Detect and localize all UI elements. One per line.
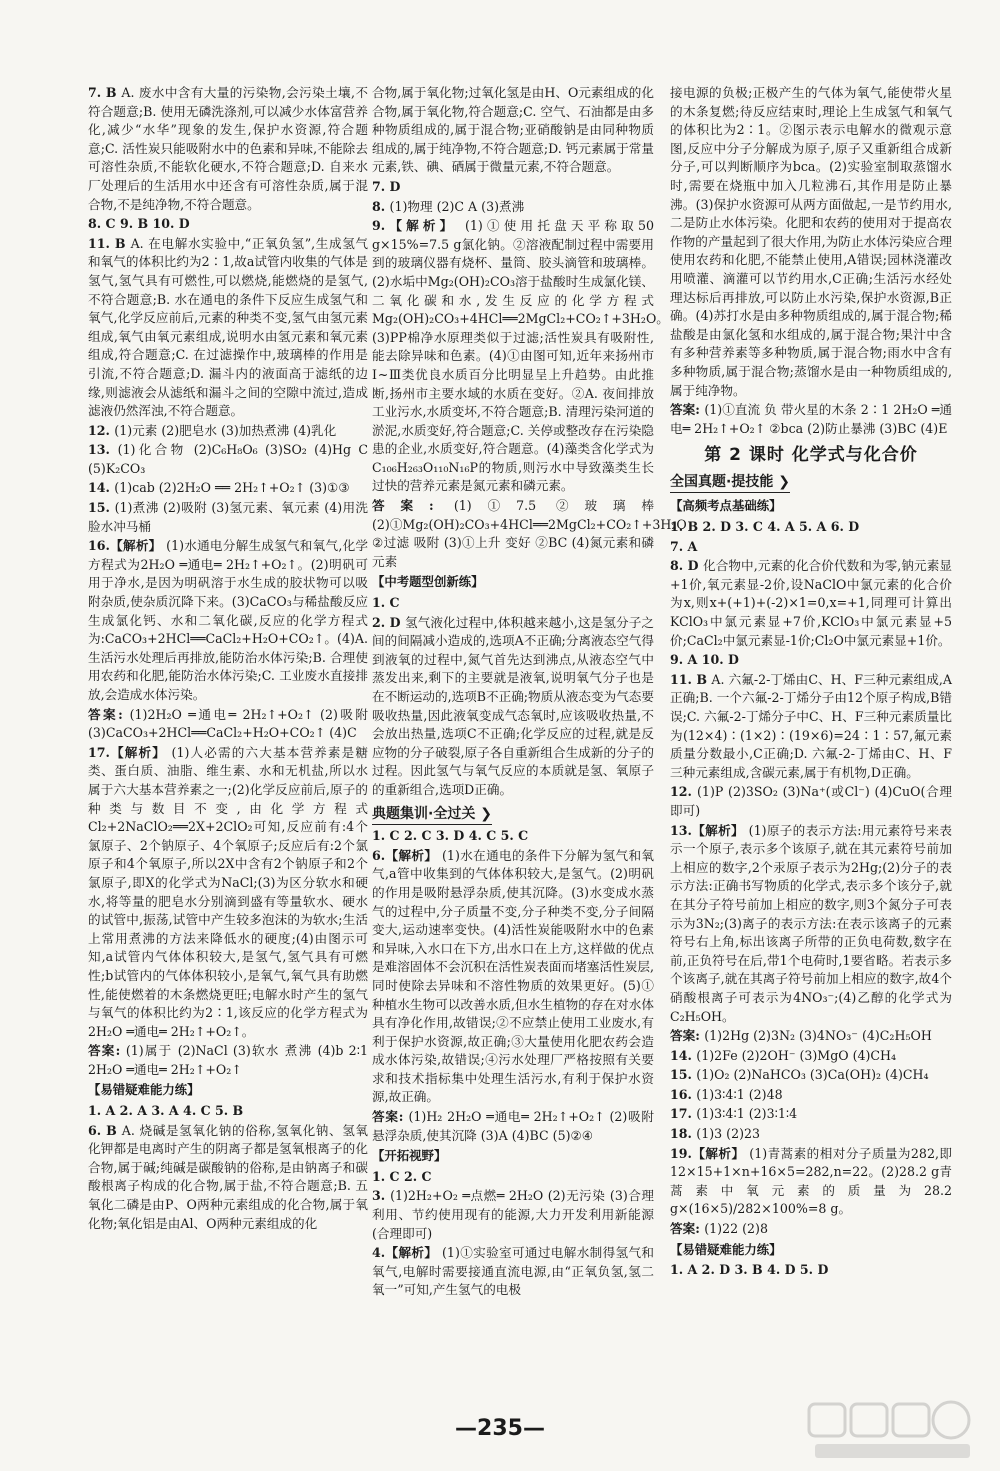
column-right [670,84,952,1281]
answer-paragraph [670,1220,952,1239]
question-number: 1. C 2. C [372,1168,432,1184]
answer-text: (1)3 (2)23 [696,1126,761,1142]
watermark-logo [805,1398,980,1463]
question-number: 6. B [88,1122,122,1138]
answer-text: 氢气液化过程中,体积越来越小,这是氢分子之间的间隔减小造成的,选项A不正确;分离液态空气得到液氧的过程中,氮气首先达到沸点,从液态空气中蒸发出来,剩下的主要就是液氧,说明氧气分子也是在不断运动的,选项B不正确;物质从液态变为气态要吸收热量,因此液氧变成气态氧时,应该吸收热量,不会放出热量,选项C不正确;化学反应的过程,就是反应物的分子破裂,原子各自重新组合生成新的分子的过程。因此氢气与氧气反应的本质就是氢、氧原子的重新组合,选项D正确。 [372,614,654,797]
answer-paragraph [372,847,654,1107]
answer-paragraph [372,178,654,197]
answer-text: (1)O₂ (2)NaHCO₃ (3)Ca(OH)₂ (4)CH₄ [696,1067,929,1083]
column-left [88,84,368,1234]
question-number: 7. D [372,178,401,194]
section-heading: 【开拓视野】 [372,1148,447,1164]
answer-paragraph [88,1102,368,1121]
question-number: 18. [670,1126,697,1142]
question-number: 8. [372,198,390,214]
question-number: 12. [670,784,698,800]
question-number: 答案: [88,706,130,722]
answer-paragraph [670,1047,952,1066]
question-number: 14. [88,480,115,496]
answer-paragraph [372,1187,654,1243]
answer-text: (1)①实验室可通过电解水制得氢气和氧气,电解时需要接通直流电源,由“正氧负氢,氢二氧一”可知,产生氢气的电极 [372,1245,654,1298]
question-number: 9.【解析】 [372,218,465,234]
answer-paragraph [88,706,368,743]
question-number: 16. [670,1086,697,1102]
answer-paragraph [372,1108,654,1145]
question-number: 13. [88,442,118,458]
section-heading: 【高频考点基础练】 [670,498,782,514]
answer-paragraph [372,1244,654,1300]
answer-paragraph [670,538,952,557]
question-number: 11. B [670,671,712,687]
question-number: 4.【解析】 [372,1245,443,1261]
answer-paragraph [670,1066,952,1085]
answer-paragraph [372,827,654,846]
question-number: 9. A 10. D [670,652,739,668]
answer-text: A. 在电解水实验中,“正氧负氢”,生成氢气和氧气的体积比约为2∶1,故a试管内收集的气体是氢气,氢气具有可燃性,可以燃烧,能燃烧的是氢气,不符合题意;B. 水在通电的条件下反应生成氢气和氧气,化学反应前后,元素的种类不变,氢气由氢元素组成,氧气由氧元素组成,说明水由氢元素和氧元素组成,符合题意;C. 在过滤操作中,玻璃棒的作用是引流,不符合题意;D. 漏斗内的液面高于滤纸的边缘,则滤液会从滤纸和漏斗之间的空隙中流过,造成滤液仍然浑浊,不符合题意。 [88,235,369,419]
question-number: 1. C 2. C 3. D 4. C 5. C [372,828,529,844]
answer-text: (1)2Fe (2)2OH⁻ (3)MgO (4)CH₄ [696,1047,897,1063]
answer-paragraph [670,557,952,650]
answer-paragraph [670,1105,952,1124]
section-heading: 【易错疑难能力练】 [670,1241,782,1257]
answer-text: (1)P (2)3SO₂ (3)Na⁺(或Cl⁻) (4)CuO(合理即可) [670,784,952,818]
answer-text: (1)cab (2)2H₂O ══ 2H₂↑+O₂↑ (3)①③ [114,480,350,496]
section-heading: 【中考题型创新练】 [372,574,484,590]
answer-paragraph [670,1261,952,1280]
question-number: 答案: [88,1043,126,1059]
answer-paragraph [372,217,669,496]
answer-text: (1)①使用托盘天平称取50 g×15%=7.5 g氯化钠。②溶液配制过程中需要用到的玻璃仪器有烧杯、量筒、胶头滴管和玻璃棒。(2)水垢中Mg₂(OH)₂CO₃溶于盐酸时生成氯化镁、二氧化碳和水,发生反应的化学方程式Mg₂(OH)₂CO₃+4HCl══2MgCl₂+CO₂↑+3H₂O。(3)PP棉净水原理类似于过滤;活性炭具有吸附性,能去除异味和色素。(4)①由图可知,近年来扬州市Ⅰ~Ⅲ类优良水质百分比明显呈上升趋势。由此推断,扬州市主要水域的水质在变好。②A. 夜间排放工业污水,水质变坏,不符合题意;B. 清理污染河道的淤泥,水质变好,符合题意;C. 关停或整改存在污染隐患的企业,水质变好,符合题意。(4)藻类含化学式为C₁₀₆H₂₆₃O₁₁₀N₁₆P的物质,则污水中导致藻类生长过快的营养元素是氮元素和磷元素。 [372,218,669,494]
block-heading: 全国真题·提技能 ❯ [670,473,790,494]
answer-paragraph [88,479,368,498]
question-number: 2. D [372,614,406,630]
answer-text: A. 六氟-2-丁烯由C、H、F三种元素组成,A正确;B. 一个六氟-2-丁烯分子由12个原子构成,B错误;C. 六氟-2-丁烯分子中C、H、F三种元素质量比为(12×4)∶(1×2)∶(19×6)=24∶1∶57,氟元素质量分数最小,C正确;D. 六氟-2-丁烯由C、H、F三种元素组成,含碳元素,属于有机物,D正确。 [670,671,952,780]
answer-paragraph [670,401,952,438]
question-number: 8. D [670,558,704,574]
answer-text: (1)人必需的六大基本营养素是糖类、蛋白质、油脂、维生素、水和无机盐,所以水属于六大基本营养素之一;(2)化学反应前后,原子的种类与数目不变,由化学方程式Cl₂+2NaClO₂══2X+2ClO₂可知,反应前有:4个氯原子、2个钠原子、4个氧原子;反应后有:2个氯原子和4个氧原子,所以2X中含有2个钠原子和2个氯原子,即X的化学式为NaCl;(3)为区分软水和硬水,将等量的肥皂水分别滴到盛有等量软水、硬水的试管中,振荡,试管中产生较多泡沫的为软水;生活上常用煮沸的方法来降低水的硬度;(4)由图示可知,a试管内气体体积较大,是氢气,氢气具有可燃性;b试管内的气体体积较小,是氧气,氧气具有助燃性,能使燃着的木条燃烧更旺;电解水时产生的氢气与氧气的体积比约为2∶1,该反应的化学方程式为2H₂O ═通电═ 2H₂↑+O₂↑。 [88,744,368,1039]
question-number: 12. [88,422,115,438]
answer-text: (1)水通电分解生成氢气和氧气,化学方程式为2H₂O ═通电═ 2H₂↑+O₂↑。(2)明矾可用于净水,是因为明矾溶于水生成的胶状物可以吸附杂质,使杂质沉降下来。(3)CaCO₃与稀盐酸反应生成氯化钙、水和二氧化碳,反应的化学方程式为:CaCO₃+2HCl══CaCl₂+H₂O+CO₂↑。(4)A. 生活污水处理后再排放,能防治水体污染;B. 合理使用农药和化肥,能防治水体污染;C. 工业废水直接排放,会造成水体污染。 [88,538,369,702]
answer-text: (1)2H₂+O₂ ═点燃═ 2H₂O (2)无污染 (3)合理利用、节约使用现有的能源,大力开发利用新能源(合理即可) [372,1188,654,1241]
answer-paragraph [88,499,368,536]
answer-text: 合物,属于氧化物;过氧化氢是由H、O元素组成的化合物,属于氧化物,符合题意;C. 空气、石油都是由多种物质组成的,属于混合物;亚硝酸钠是由同种物质组成的,属于纯净物,不符合题意;D. 钙元素属于常量元素,铁、碘、硒属于微量元素,不符合题意。 [372,85,654,175]
answer-paragraph [670,1145,952,1219]
answer-text: (1)青蒿素的相对分子质量为282,即12×15+1×n+16×5=282,n=22。(2)28.2 g青蒿素中氧元素的质量为28.2 g×(16×5)/282×100%=8 g。 [670,1145,952,1217]
question-number: 答案: [670,402,705,418]
answer-paragraph [372,594,654,613]
answer-text: (1)22 (2)8 [704,1221,768,1237]
answer-text: (1)化合物 (2)C₆H₈O₆ (3)SO₂ (4)Hg C (5)K₂CO₃ [88,442,369,476]
question-number: 7. A [670,538,698,554]
answer-paragraph [88,84,368,214]
question-number: 3. [372,1188,391,1204]
answer-paragraph [372,614,654,800]
answer-paragraph [670,1086,952,1105]
question-number: 15. [670,1067,697,1083]
answer-text: (1)2H₂O ═通电═ 2H₂↑+O₂↑ (2)吸附 (3)CaCO₃+2HCl══CaCl₂+H₂O+CO₂↑ (4)C [88,706,368,741]
answer-paragraph [670,783,952,820]
answer-text: 接电源的负极;正极产生的气体为氧气,能使带火星的木条复燃;待反应结束时,理论上生成氢气和氧气的体积比为2∶1。②图示表示电解水的微观示意图,反应中分子分解成为原子,原子又重新组合成新分子,可以判断顺序为bca。(2)实验室制取蒸馏水时,需要在烧瓶中加入几粒沸石,其作用是防止暴沸。(3)保护水资源可从两方面做起,一是节约用水,二是防止水体污染。化肥和农药的使用对于提高农作物的产量起到了很大作用,为防止水体污染应合理使用农药和化肥,不能禁止使用,A错误;园林浇灌改用喷灌、滴灌可以节约用水,C正确;生活污水经处理达标后再排放,可以防止水污染,保护水资源,B正确。(4)苏打水是由多种物质组成的,属于混合物;稀盐酸是由氯化氢和水组成的,属于混合物;果汁中含有多种营养素等多种物质,属于混合物;雨水中含有多种物质,属于混合物;蒸馏水是由一种物质组成的,属于纯净物。 [670,85,952,398]
question-number: 答案: [670,1221,705,1237]
answer-text: (1)元素 (2)肥皂水 (3)加热煮沸 (4)乳化 [114,422,337,438]
answer-paragraph [88,1042,368,1079]
answer-paragraph [372,198,654,217]
question-number: 答案: [670,1028,705,1044]
answer-paragraph [372,1168,654,1187]
question-number: 19.【解析】 [670,1145,750,1161]
answer-text: (1)①7.5 ②玻璃棒 (2)①Mg₂(OH)₂CO₃+4HCl══2MgCl₂+CO₂↑+3H₂O ②过滤 吸附 (3)①上升 变好 ②BC (4)氮元素和磷元素 [372,498,687,569]
answer-paragraph [670,84,952,400]
answer-paragraph [88,235,368,421]
answer-paragraph [88,441,368,478]
answer-text: (1)①直流 负 带火星的木条 2∶1 2H₂O ═通电═ 2H₂↑+O₂↑ ②bca (2)防止暴沸 (3)BC (4)E [670,402,952,436]
answer-text: (1)水在通电的条件下分解为氢气和氧气,a管中收集到的气体体积较大,是氢气。(2)明矾的作用是吸附悬浮杂质,使其沉降。(3)水变成水蒸气的过程中,分子质量不变,分子种类不变,分子间隔变大,运动速率变快。(4)活性炭能吸附水中的色素和异味,入水口在下方,出水口在上方,这样做的优点是难溶固体不会沉积在活性炭表面而堵塞活性炭层,同时使除去异味和不溶性物质的效果更好。(5)①种植水生物可以改善水质,但水生植物的存在对水体具有净化作用,故错误;②不应禁止使用工业废水,有利于保护水资源,故正确;③大量使用化肥农药会造成水体污染,故错误;④污水处理厂严格按照有关要求和技术指标集中处理生活污水,有利于保护水资源,故正确。 [372,847,654,1105]
question-number: 14. [670,1047,697,1063]
answer-paragraph [88,1122,368,1234]
question-number: 13.【解析】 [670,822,749,838]
answer-paragraph [88,744,368,1042]
answer-text: A. 废水中含有大量的污染物,会污染土壤,不符合题意;B. 使用无磷洗涤剂,可以减少水体富营养化,减少“水华”现象的发生,保护水资源,符合题意;C. 活性炭只能吸附水中的色素和异味,不能除去可溶性杂质,不能软化硬水,不符合题意;D. 自来水厂处理后的生活用水中还含有可溶性杂质,属于混合物,不是纯净物,不符合题意。 [88,85,369,212]
answer-text: (1)3∶4∶1 (2)48 [696,1086,783,1102]
section-heading: 【易错疑难能力练】 [88,1082,200,1098]
question-number: 6.【解析】 [372,847,443,863]
answer-paragraph [670,671,952,783]
answer-text: (1)2Hg (2)3N₂ (3)4NO₃⁻ (4)C₂H₅OH [704,1028,932,1044]
question-number: 17. [670,1106,697,1122]
question-number: 答案: [372,1109,409,1125]
answer-text: 化合物中,元素的化合价代数和为零,钠元素显+1价,氧元素显-2价,设NaClO中氯元素的化合价为x,则x+(+1)+(-2)×1=0,x=+1,同理可计算出KClO₃中氯元素显+7价,KClO₃中氯元素显+5价;CaCl₂中氯元素显-1价;Cl₂O中氯元素显+1价。 [670,558,952,648]
answer-text: A. 烧碱是氢氧化钠的俗称,氢氧化钠、氢氧化钾都是电离时产生的阴离子都是氢氧根离子的化合物,属于碱;纯碱是碳酸钠的俗称,是由钠离子和碳酸根离子构成的化合物,属于盐,不符合题意;B. 五氧化二磷是由P、O两种元素组成的化合物,属于氧化物;氧化铝是由Al、O两种元素组成的化 [88,1122,369,1231]
answer-paragraph [670,1125,952,1144]
answer-paragraph [670,651,952,670]
question-number: 1. A 2. D 3. B 4. D 5. D [670,1262,829,1278]
answer-text: (1)3∶4∶1 (2)3∶1∶4 [696,1106,798,1122]
answer-text: (1)原子的表示方法:用元素符号来表示一个原子,表示多个该原子,就在其元素符号前加上相应的数字,2个汞原子表示为2Hg;(2)分子的表示方法:正确书写物质的化学式,表示多个该分子,就在其分子符号前加上相应的数字,则3个氮分子可表示为3N₂;(3)离子的表示方法:在表示该离子的元素符号右上角,标出该离子所带的正负电荷数,数字在前,正负符号在后,带1个电荷时,1要省略。若表示多个该离子,就在其离子符号前加上相应的数字,故4个硝酸根离子可表示为4NO₃⁻;(4)乙醇的化学式为C₂H₅OH。 [670,822,952,1024]
question-number: 1. A 2. A 3. A 4. C 5. B [88,1103,244,1119]
answer-text: (1)煮沸 (2)吸附 (3)氢元素、氧元素 (4)用洗脸水冲马桶 [88,500,368,534]
page-number: —235— [455,1416,545,1441]
answer-paragraph [88,422,368,441]
answer-text: (1)物理 (2)C A (3)煮沸 [389,198,525,214]
answer-text: (1)H₂ 2H₂O ═通电═ 2H₂↑+O₂↑ (2)吸附悬浮杂质,使其沉降 (3)A (4)BC (5)②④ [372,1109,654,1143]
answer-paragraph [670,822,952,1027]
answer-text: (1)属于 (2)NaCl (3)软水 煮沸 (4)b 2∶1 2H₂O ═通电═ 2H₂↑+O₂↑ [88,1043,368,1077]
question-number: 11. B [88,235,131,251]
lesson-title: 第 2 课时 化学式与化合价 [704,445,918,466]
question-number: 15. [88,500,115,516]
question-number: 1. C [372,595,400,611]
block-heading: 典题集训·全过关 ❯ [372,805,492,826]
answer-paragraph [88,537,368,704]
question-number: 16.【解析】 [88,538,167,554]
answer-paragraph [372,84,654,177]
answer-paragraph [88,215,368,234]
question-number: 答案: [372,498,454,514]
question-number: 7. B [88,85,122,100]
answer-paragraph [670,1027,952,1046]
question-number: 17.【解析】 [88,744,172,760]
question-number: 8. C 9. B 10. D [88,216,190,232]
answer-paragraph [670,518,952,537]
question-number: 1. B 2. D 3. C 4. A 5. A 6. D [670,519,860,535]
